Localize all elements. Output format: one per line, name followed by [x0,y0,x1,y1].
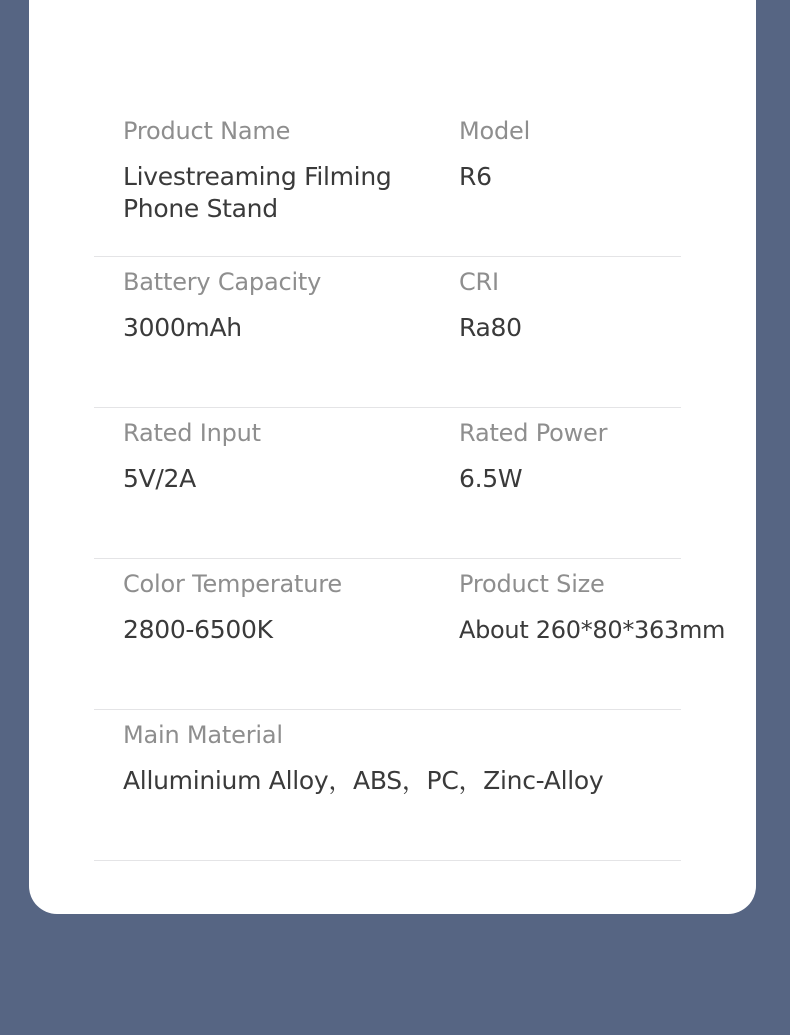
spec-label: Product Name [123,117,291,145]
spec-value: Livestreaming Filming Phone Stand [123,162,392,223]
spec-value: 2800-6500K [123,615,273,644]
spec-label: Color Temperature [123,570,342,598]
spec-value: About 260*80*363mm [459,616,726,644]
spec-value: 6.5W [459,464,523,493]
spec-label: Rated Input [123,419,261,447]
spec-label: Main Material [123,721,283,749]
spec-value: R6 [459,162,492,191]
spec-row-temperature-size [94,558,726,710]
spec-label: Battery Capacity [123,268,322,296]
spec-value: 5V/2A [123,464,196,493]
spec-value: 3000mAh [123,313,242,342]
spec-row-input-power [94,407,681,559]
spec-label: CRI [459,268,499,296]
spec-label: Model [459,117,531,145]
spec-value: Alluminium Alloy，ABS，PC，Zinc-Alloy [123,766,604,795]
spec-label: Product Size [459,570,605,598]
spec-row-battery-cri [94,256,681,408]
spec-row-material [94,709,681,861]
spec-row-product-name-model [94,105,681,257]
spec-label: Rated Power [459,419,608,447]
spec-value: Ra80 [459,313,522,342]
